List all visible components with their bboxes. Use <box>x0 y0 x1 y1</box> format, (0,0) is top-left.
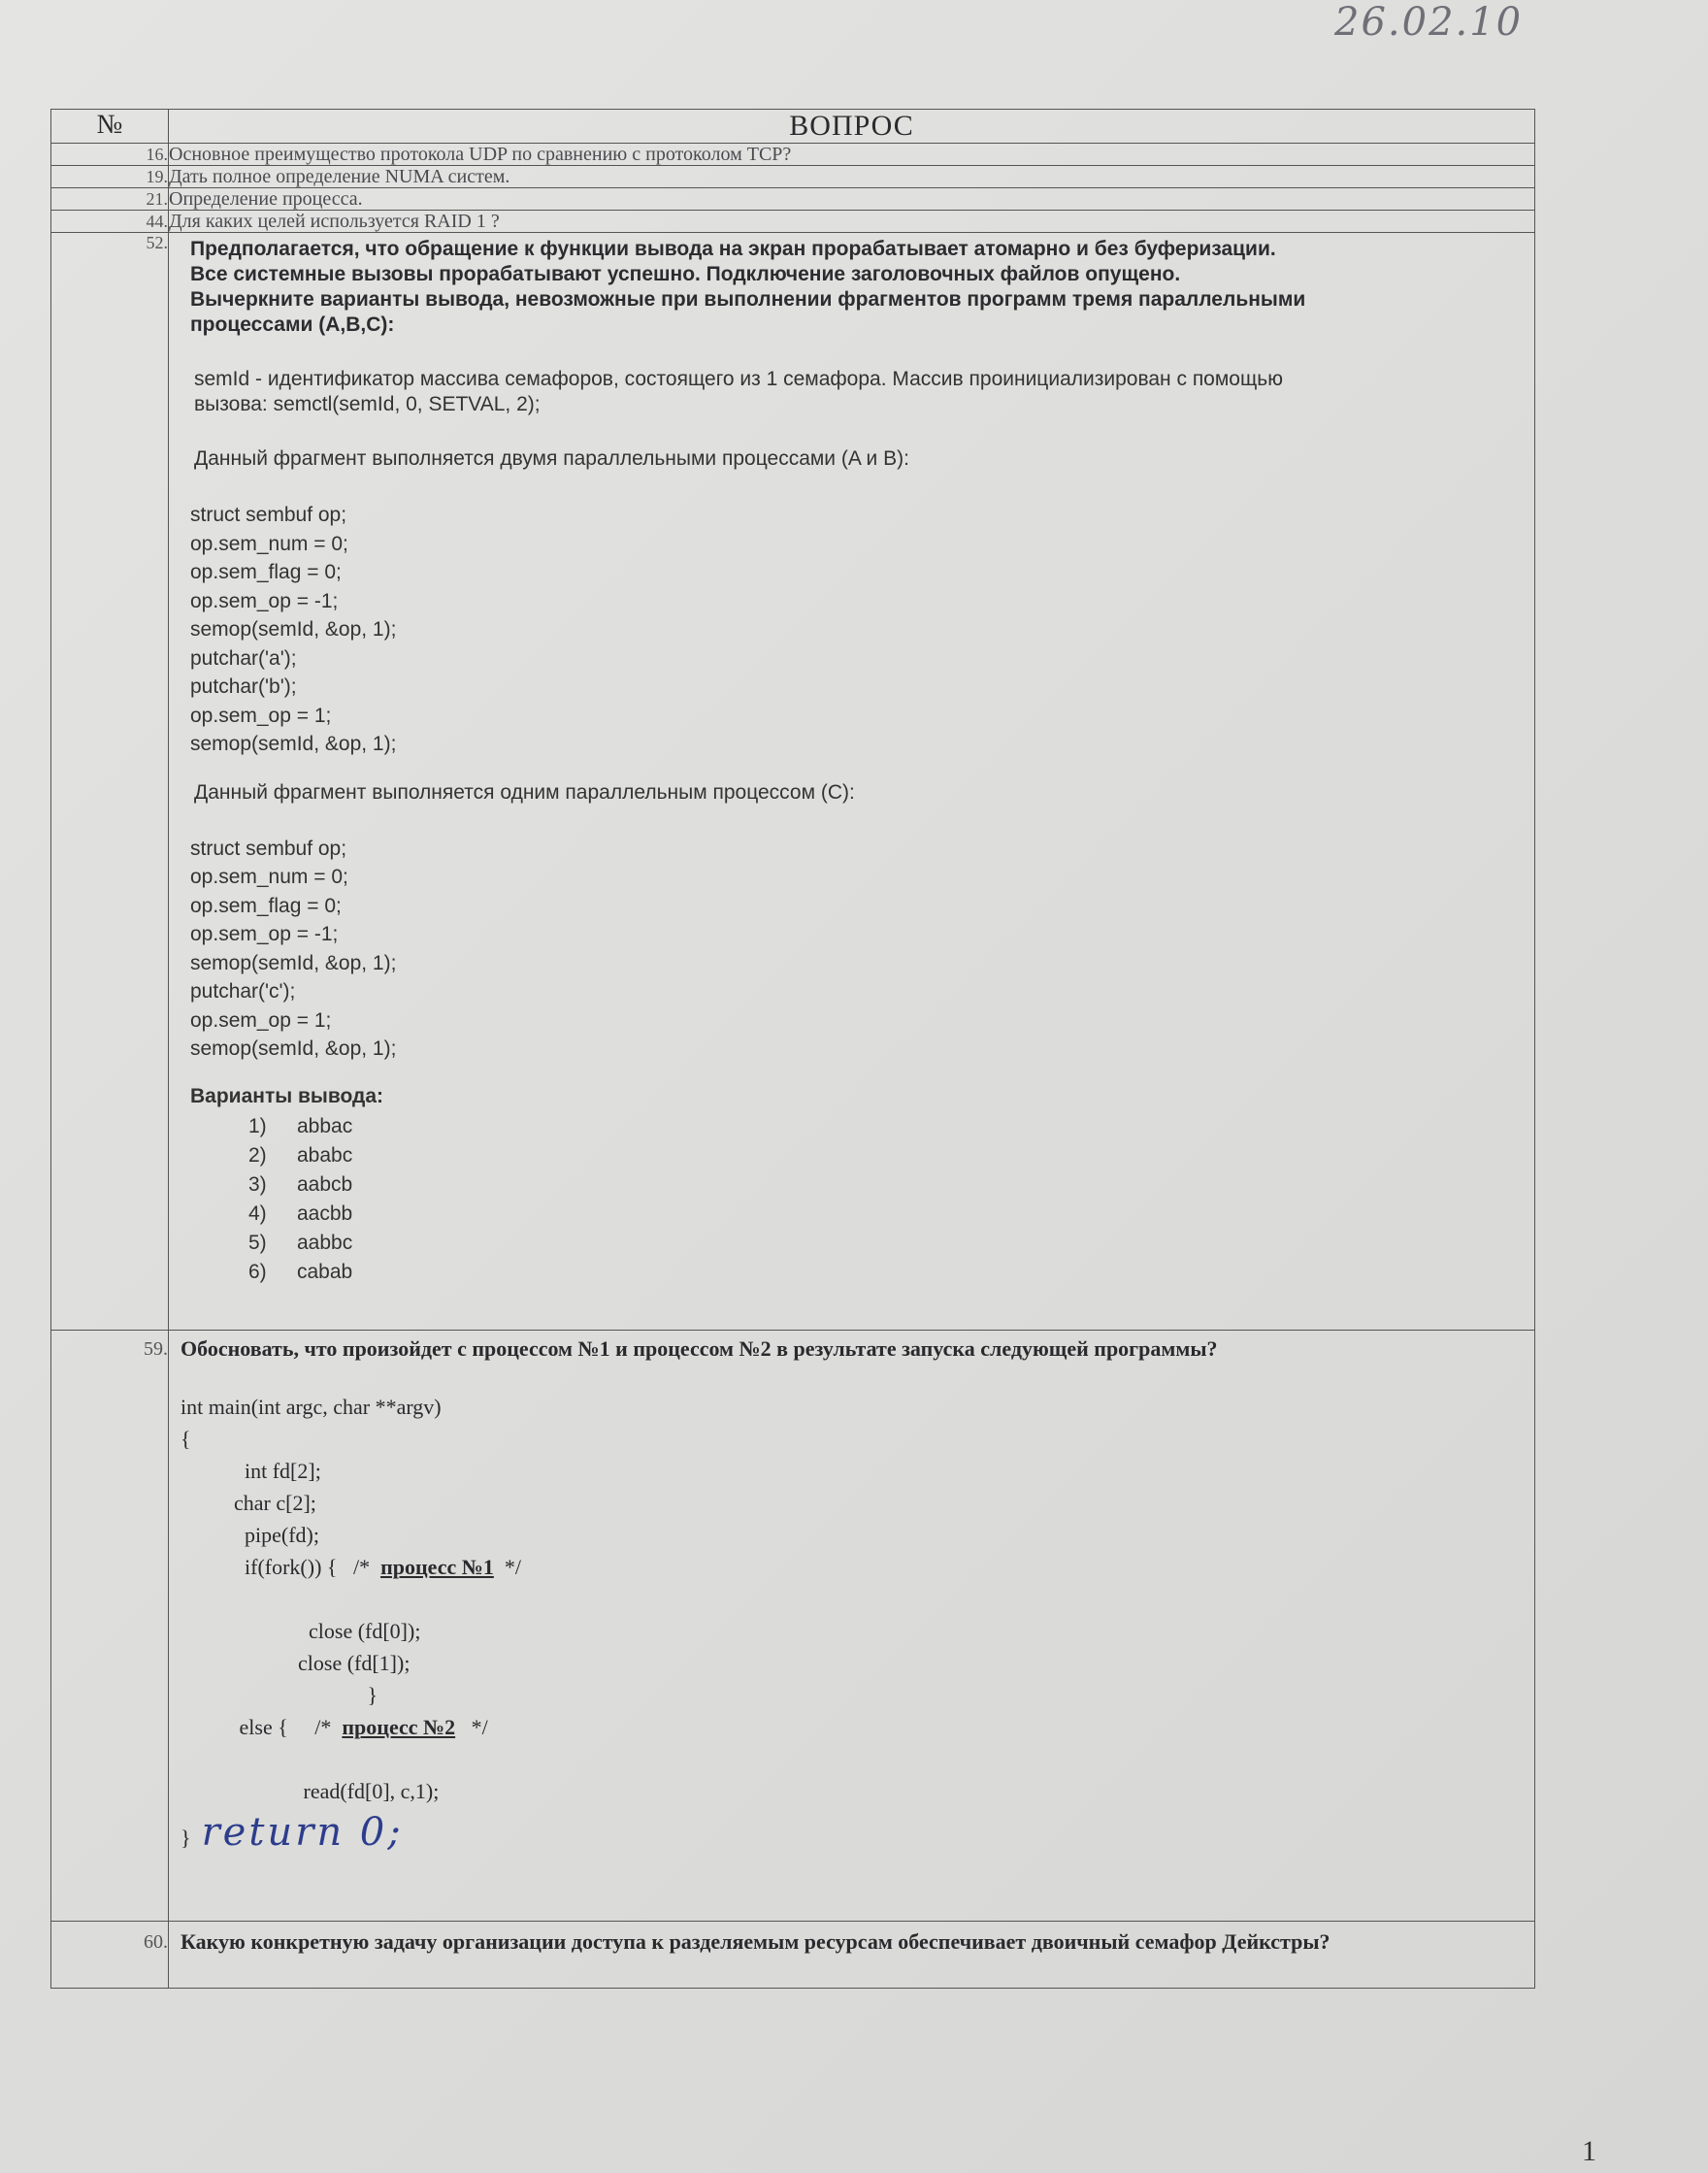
variant-value: abbac <box>297 1114 353 1137</box>
question-number: 60. <box>51 1922 169 1989</box>
fragment-c-caption: Данный фрагмент выполняется одним параллельным процессом (C): <box>194 780 855 804</box>
list-item <box>248 1141 1523 1170</box>
variants-heading: Варианты вывода: <box>190 1084 384 1107</box>
question-60-cell <box>169 1922 1535 1989</box>
fragment-ab-caption: Данный фрагмент выполняется двумя параллельными процессами (A и B): <box>194 447 909 470</box>
code-line: semop(semId, &op, 1); <box>190 618 397 641</box>
code-line: int main(int argc, char **argv) <box>181 1395 442 1419</box>
code-line: struct sembuf op; <box>190 504 347 526</box>
list-item <box>248 1112 1523 1141</box>
code-line: op.sem_op = 1; <box>190 704 332 727</box>
code-line: putchar('c'); <box>190 980 296 1003</box>
semaphore-line: вызова: semctl(semId, 0, SETVAL, 2); <box>194 393 541 415</box>
question-text: Дать полное определение NUMA систем. <box>169 166 1535 188</box>
variant-value: cabab <box>297 1260 353 1283</box>
table-header <box>51 110 1535 144</box>
code-line: semop(semId, &op, 1); <box>190 951 397 974</box>
variant-number: 4) <box>248 1202 267 1225</box>
semaphore-description <box>194 367 1523 417</box>
question-52-body <box>169 367 1534 1287</box>
handwritten-date: 26.02.10 <box>1334 0 1524 45</box>
comment-end: */ <box>455 1715 488 1739</box>
question-number: 52. <box>51 233 169 1331</box>
variant-value: aacbb <box>297 1202 353 1225</box>
table-row <box>51 144 1535 166</box>
code-fragment-c <box>190 835 1523 1064</box>
list-item <box>248 1200 1523 1229</box>
question-59-cell <box>169 1331 1535 1922</box>
code-line: op.sem_op = -1; <box>190 923 339 945</box>
question-59-text: Обосновать, что произойдет с процессом №1 и процессом №2 в результате запуска следующей программы? <box>181 1336 1218 1361</box>
code-line: putchar('b'); <box>190 675 297 698</box>
question-52-intro <box>169 233 1534 338</box>
list-item <box>248 1229 1523 1258</box>
intro-line: Предполагается, что обращение к функции вывода на экран прорабатывает атомарно и без буферизации. <box>190 238 1276 260</box>
code-line <box>181 1711 1523 1743</box>
closing-brace: } <box>181 1826 191 1850</box>
number-column-header: № <box>51 110 169 144</box>
code-line: close (fd[1]); <box>181 1651 411 1675</box>
code-line: close (fd[0]); <box>181 1619 421 1643</box>
code-line: } <box>181 1683 378 1707</box>
table-row <box>51 211 1535 233</box>
code-line: op.sem_op = 1; <box>190 1008 332 1032</box>
variant-number: 2) <box>248 1143 267 1167</box>
code-line: pipe(fd); <box>181 1523 319 1547</box>
table-row <box>51 1331 1535 1922</box>
code-line: op.sem_op = -1; <box>190 589 339 612</box>
question-52-cell <box>169 233 1535 1331</box>
intro-line: Все системные вызовы прорабатывают успешно. Подключение заголовочных файлов опущено. <box>190 263 1181 285</box>
process-1-label: процесс №1 <box>380 1555 494 1579</box>
question-text: Для каких целей используется RAID 1 ? <box>169 211 1535 233</box>
code-line: op.sem_flag = 0; <box>190 561 342 583</box>
table-row <box>51 188 1535 211</box>
code-line <box>181 1743 1523 1775</box>
code-line: { <box>181 1427 191 1451</box>
question-60-text: Какую конкретную задачу организации доступа к разделяемым ресурсам обеспечивает двоичный семафор Дейкстры? <box>181 1929 1330 1954</box>
variant-value: aabbc <box>297 1231 353 1254</box>
variant-value: ababc <box>297 1143 353 1167</box>
question-text: Основное преимущество протокола UDP по сравнению с протоколом TCP? <box>169 144 1535 166</box>
variant-number: 3) <box>248 1172 267 1196</box>
program-listing <box>169 1362 1534 1875</box>
process-2-label: процесс №2 <box>342 1715 456 1739</box>
comment-end: */ <box>493 1555 521 1579</box>
closing-line <box>181 1810 1523 1875</box>
list-item <box>248 1258 1523 1287</box>
question-table <box>50 109 1535 1989</box>
intro-line: процессами (A,B,C): <box>190 313 395 336</box>
code-line: char c[2]; <box>181 1491 316 1515</box>
list-item <box>248 1170 1523 1200</box>
question-column-header: ВОПРОС <box>169 110 1535 144</box>
intro-line: Вычеркните варианты вывода, невозможные при выполнении фрагментов программ тремя параллельными <box>190 288 1306 311</box>
question-number: 19. <box>51 166 169 188</box>
code-line: struct sembuf op; <box>190 837 347 860</box>
code-line: semop(semId, &op, 1); <box>190 733 397 755</box>
variant-value: aabcb <box>297 1172 353 1196</box>
question-number: 21. <box>51 188 169 211</box>
variant-number: 5) <box>248 1231 267 1254</box>
code-line <box>181 1551 1523 1583</box>
code-fragment: else { /* <box>181 1715 343 1739</box>
code-line <box>181 1583 1523 1615</box>
question-text: Определение процесса. <box>169 188 1535 211</box>
code-fragment: if(fork()) { /* <box>181 1555 381 1579</box>
variant-number: 6) <box>248 1260 267 1283</box>
handwritten-answer: return 0; <box>201 1810 404 1855</box>
code-line: int fd[2]; <box>181 1459 321 1483</box>
code-line: op.sem_num = 0; <box>190 532 348 555</box>
code-line: read(fd[0], c,1); <box>181 1779 440 1803</box>
table-row <box>51 166 1535 188</box>
page-number: 1 <box>1582 2135 1596 2167</box>
variant-number: 1) <box>248 1114 267 1137</box>
code-line: op.sem_num = 0; <box>190 866 348 888</box>
code-line: putchar('a'); <box>190 646 297 670</box>
question-number: 59. <box>51 1331 169 1922</box>
code-line: semop(semId, &op, 1); <box>190 1037 397 1060</box>
question-number: 16. <box>51 144 169 166</box>
table-row <box>51 1922 1535 1989</box>
code-line: op.sem_flag = 0; <box>190 894 342 917</box>
question-number: 44. <box>51 211 169 233</box>
variants-list <box>248 1112 1523 1287</box>
semaphore-line: semId - идентификатор массива семафоров, состоящего из 1 семафора. Массив проинициализирован с помощью <box>194 368 1283 390</box>
code-fragment-ab <box>190 501 1523 759</box>
table-row <box>51 233 1535 1331</box>
